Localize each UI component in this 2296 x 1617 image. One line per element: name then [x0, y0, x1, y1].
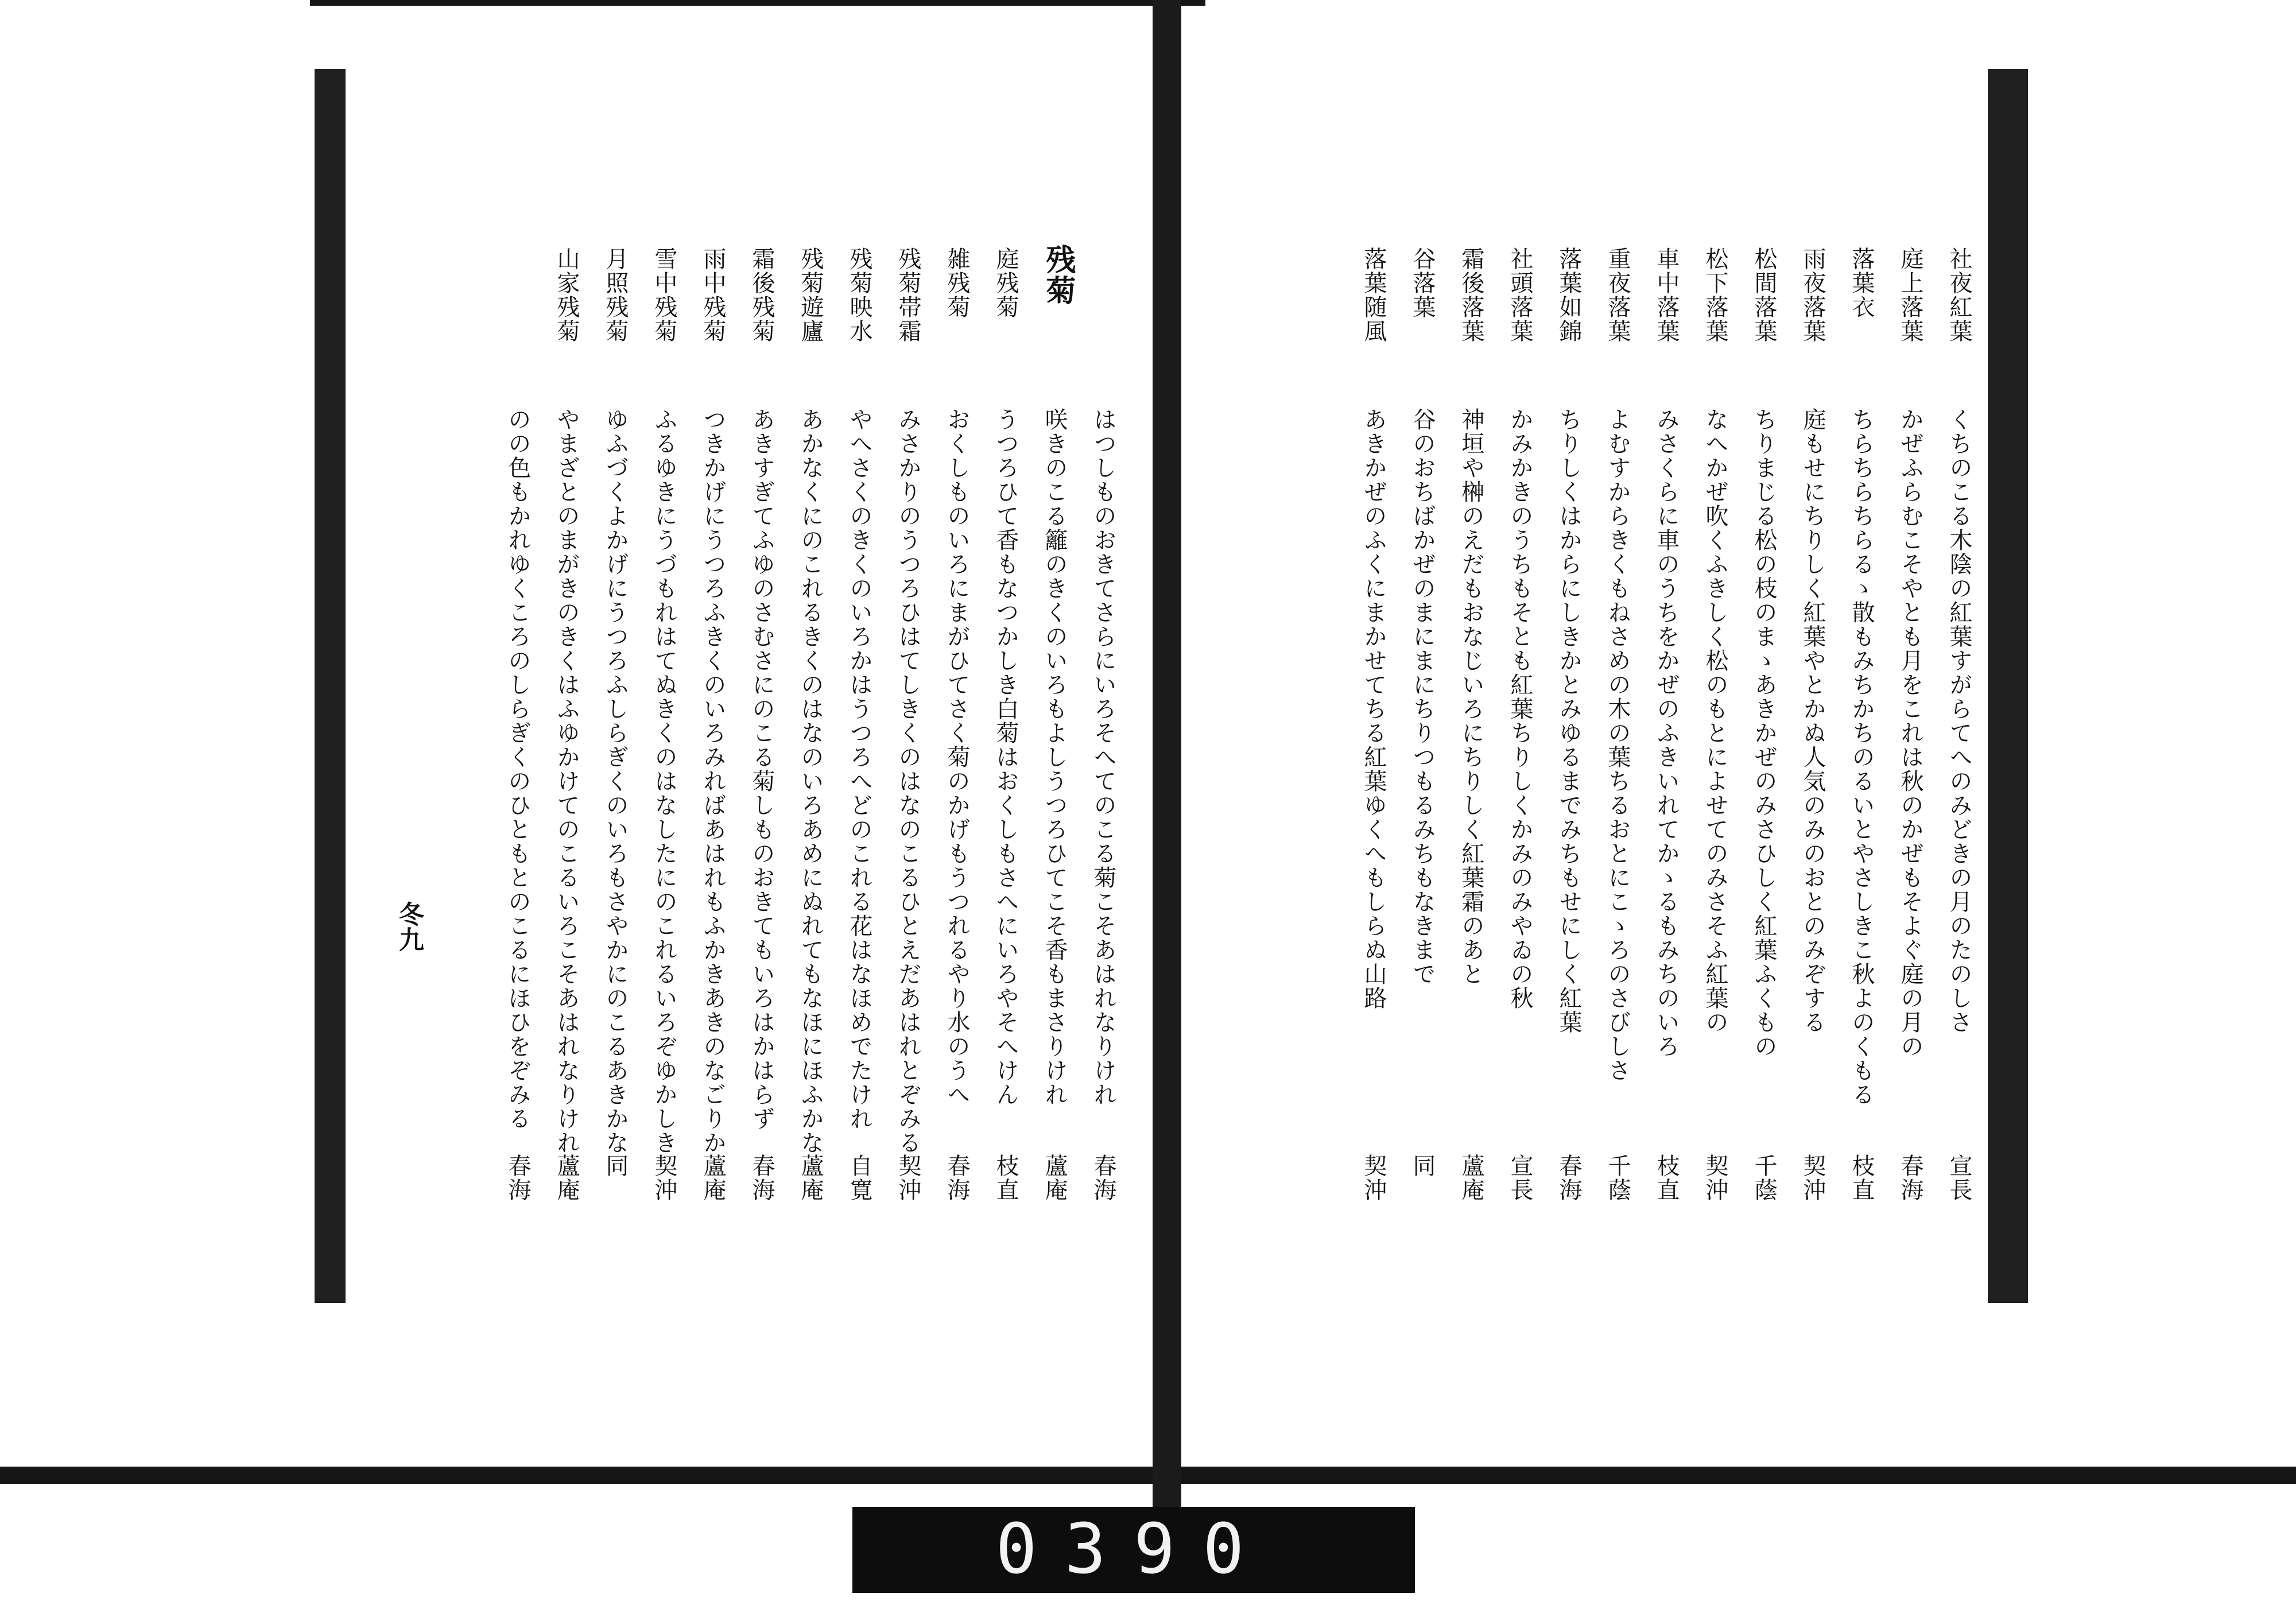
- right-title-11: 霜後落葉: [1458, 247, 1484, 343]
- right-title-4: 雨夜落葉: [1799, 247, 1826, 343]
- right-poem-5: ちりまじる松の枝のまゝあきかぜのみさひしく紅葉ふくもの: [1751, 408, 1777, 1058]
- left-poem-list: [346, 69, 1149, 1303]
- right-poem-13: あきかぜのふくにまかせてちる紅葉ゆくへもしらぬ山路: [1360, 408, 1387, 1010]
- left-author-8: 春海: [748, 1154, 775, 1202]
- right-title-5: 松間落葉: [1751, 247, 1777, 343]
- left-title-8: 雨中残菊: [700, 247, 726, 343]
- left-title-5: 残菊映水: [846, 247, 872, 343]
- right-poem-2: かぜふらむこそやとも月をこれは秋のかぜもそよぐ庭の月の: [1897, 408, 1923, 1058]
- left-author-5: 契沖: [895, 1154, 921, 1202]
- right-poem-7: みさくらに車のうちをかぜのふきいれてかゝるもみちのいろ: [1653, 408, 1680, 1058]
- left-poem-2: 咲きのこる籬のきくのいろもよしうつろひてこそ香もまさりけれ: [1041, 408, 1068, 1107]
- left-author-2: 蘆庵: [1041, 1154, 1068, 1202]
- right-author-11: 蘆庵: [1458, 1154, 1484, 1202]
- right-poem-1: くちのこる木陰の紅葉すがらてへのみどきの月のたのしさ: [1946, 408, 1972, 1034]
- left-poem-12: やまざとのまがきのきくはふゆかけてのこるいろこそあはれなりけれ: [553, 408, 580, 1155]
- right-poem-3: ちらちらちらるゝ散もみちかちのるいとやさしきこ秋よのくもる: [1848, 408, 1875, 1107]
- right-poem-12: 谷のおちばかぜのまにまにちりつもるみちもなきまで: [1409, 408, 1436, 986]
- left-author-10: 契沖: [651, 1154, 677, 1202]
- right-author-2: 春海: [1897, 1154, 1923, 1202]
- right-author-3: 枝直: [1848, 1154, 1875, 1202]
- left-title-7: 霜後残菊: [748, 247, 775, 343]
- right-author-9: 春海: [1556, 1154, 1582, 1202]
- left-page: [315, 69, 1153, 1303]
- right-page: [1181, 69, 2028, 1303]
- right-author-6: 契沖: [1702, 1154, 1728, 1202]
- right-title-10: 社頭落葉: [1507, 247, 1533, 343]
- right-author-12: 同: [1409, 1154, 1436, 1178]
- left-poem-6: やへさくのきくのいろかはうつろへどのこれる花はなほめでたけれ: [846, 408, 872, 1131]
- left-author-12: 蘆庵: [553, 1154, 580, 1202]
- right-poem-4: 庭もせにちりしく紅葉やとかぬ人気のみのおとのみぞする: [1799, 408, 1826, 1034]
- left-title-4: 残菊帯霜: [895, 247, 921, 343]
- left-title-2: 庭残菊: [992, 247, 1019, 319]
- left-poem-1: はつしものおきてさらにいろそへてのこる菊こそあはれなりけれ: [1090, 408, 1116, 1107]
- right-title-9: 落葉如錦: [1556, 247, 1582, 343]
- book-gutter: [1153, 0, 1181, 1544]
- left-poem-8: あきすぎてふゆのさむさにのこる菊しものおきてもいろはかはらず: [748, 408, 775, 1131]
- reel-frame-number: 0390: [852, 1507, 1415, 1593]
- right-title-7: 車中落葉: [1653, 247, 1680, 343]
- right-poem-10: かみかきのうちもそとも紅葉ちりしくかみのみやゐの秋: [1507, 408, 1533, 1010]
- right-poem-6: なへかぜ吹くふきしく松のもとによせてのみさそふ紅葉の: [1702, 408, 1728, 1034]
- right-title-2: 庭上落葉: [1897, 247, 1923, 343]
- right-author-7: 枝直: [1653, 1154, 1680, 1202]
- right-author-1: 宣長: [1946, 1154, 1972, 1202]
- right-page-edge: [1988, 69, 2028, 1303]
- left-poem-9: つきかげにうつろふきくのいろみればあはれもふかきあきのなごりか: [700, 408, 726, 1155]
- left-poem-10: ふるゆきにうづもれはてぬきくのはなしたにのこれるいろぞゆかしき: [651, 408, 677, 1155]
- left-title-3: 雑残菊: [944, 247, 970, 319]
- left-author-6: 自寛: [846, 1154, 872, 1202]
- left-poem-13: のの色もかれゆくころのしらぎくのひともとのこるにほひをぞみる: [505, 408, 531, 1131]
- right-author-10: 宣長: [1507, 1154, 1533, 1202]
- book-spread: [315, 69, 2028, 1303]
- right-poem-11: 神垣や榊のえだもおなじいろにちりしく紅葉霜のあと: [1458, 408, 1484, 986]
- left-page-edge: [315, 69, 346, 1303]
- page-folio: 冬九: [394, 901, 424, 952]
- right-poem-list: [1181, 69, 1988, 1303]
- left-poem-3: うつろひて香もなつかしき白菊はおくしもさへにいろやそへけん: [992, 408, 1019, 1107]
- right-title-6: 松下落葉: [1702, 247, 1728, 343]
- bottom-scan-edge: [0, 1467, 2296, 1484]
- top-scan-edge: [310, 0, 1205, 6]
- right-title-1: 社夜紅葉: [1946, 247, 1972, 343]
- left-poem-5: みさかりのうつろひはてしきくのはなのこるひとえだあはれとぞみる: [895, 408, 921, 1155]
- left-title-6: 残菊遊廬: [797, 247, 824, 343]
- left-author-13: 春海: [505, 1154, 531, 1202]
- left-title-10: 月照残菊: [602, 247, 629, 343]
- left-author-11: 同: [602, 1154, 629, 1178]
- left-title-11: 山家残菊: [553, 247, 580, 343]
- left-title-9: 雪中残菊: [651, 247, 677, 343]
- right-title-8: 重夜落葉: [1604, 247, 1631, 343]
- section-heading: 残菊: [1041, 244, 1076, 306]
- right-author-13: 契沖: [1360, 1154, 1387, 1202]
- right-title-12: 谷落葉: [1409, 247, 1436, 319]
- left-poem-4: おくしものいろにまがひてさく菊のかげもうつれるやり水のうへ: [944, 408, 970, 1107]
- left-author-3: 枝直: [992, 1154, 1019, 1202]
- right-title-3: 落葉衣: [1848, 247, 1875, 319]
- right-poem-8: よむすからきくもねさめの木の葉ちるおとにこゝろのさびしさ: [1604, 408, 1631, 1083]
- left-author-7: 蘆庵: [797, 1154, 824, 1202]
- right-author-8: 千蔭: [1604, 1154, 1631, 1202]
- left-author-4: 春海: [944, 1154, 970, 1202]
- left-poem-11: ゆふづくよかげにうつろふしらぎくのいろもさやかにのこるあきかな: [602, 408, 629, 1155]
- right-author-5: 千蔭: [1751, 1154, 1777, 1202]
- right-author-4: 契沖: [1799, 1154, 1826, 1202]
- left-author-9: 蘆庵: [700, 1154, 726, 1202]
- left-author-1: 春海: [1090, 1154, 1116, 1202]
- right-poem-9: ちりしくはからにしきかとみゆるまでみちもせにしく紅葉: [1556, 408, 1582, 1034]
- left-poem-7: あかなくにのこれるきくのはなのいろあめにぬれてもなほにほふかな: [797, 408, 824, 1155]
- right-title-13: 落葉随風: [1360, 247, 1387, 343]
